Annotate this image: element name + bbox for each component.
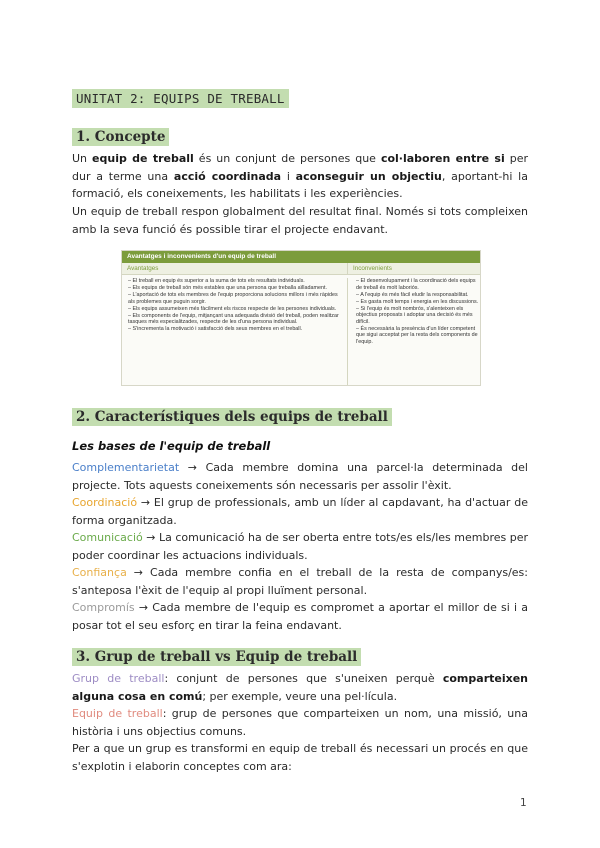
grup-definition: Grup de treball: conjunt de persones que s'uneixen perquè comparteixen alguna cosa en comú; per exemple, veure una pel·lícula. xyxy=(72,672,528,703)
disadvantages-column xyxy=(348,278,480,385)
section-1-title: 1. Concepte xyxy=(72,128,169,146)
section-1-paragraph-2: Un equip de treball respon globalment del resultat final. Només si tots compleixen amb la seva funció és possible tirar el projecte endavant. xyxy=(72,205,528,236)
term-coordinacio: Coordinació xyxy=(72,496,138,509)
term-equip-de-treball: Equip de treball xyxy=(72,707,163,720)
advantage-item: – Els equips assumeixen més fàcilment els riscos respecte de les persones individuals. xyxy=(128,305,337,312)
unit-title: UNITAT 2: EQUIPS DE TREBALL xyxy=(72,89,289,108)
advantages-table-figure xyxy=(121,250,481,386)
advantages-column xyxy=(122,278,348,385)
advantages-header: Avantatges xyxy=(122,263,348,274)
table-title: Avantatges i inconvenients d'un equip de treball xyxy=(122,251,480,263)
advantage-item: – L'aportació de tots els membres de l'equip proporciona solucions millors i més ràpides als problemes que puguin sorgir. xyxy=(128,292,338,305)
advantage-item: – El treball en equip és superior a la suma de tots els resultats individuals. xyxy=(128,278,305,284)
term-grup-de-treball: Grup de treball xyxy=(72,672,165,685)
disadvantage-item: – Si l'equip és molt nombrós, s'alenteixen els objectius proposats i adoptar una decisió és més difícil. xyxy=(356,305,473,325)
section-1-paragraph-1: Un equip de treball és un conjunt de persones que col·laboren entre si per dur a terme una acció coordinada i aconseguir un objectiu, aportant-hi la formació, els coneixements, les habilitats i les experiències. xyxy=(72,152,528,200)
term-comunicacio: Comunicació xyxy=(72,531,143,544)
section-2-subheading: Les bases de l'equip de treball xyxy=(72,439,271,453)
disadvantage-item: – Es gasta molt temps i energia en les discussions. xyxy=(356,298,479,305)
term-compromis: Compromís xyxy=(72,601,135,614)
section-3-paragraph: Per a que un grup es transformi en equip de treball és necessari un procés en que s'explotin i elaborin conceptes com ara: xyxy=(72,742,528,773)
term-confianca: Confiança xyxy=(72,566,127,579)
base-coordinacio: Coordinació → El grup de professionals, amb un líder al capdavant, ha d'actuar de forma organitzada. xyxy=(72,496,528,527)
page-number: 1 xyxy=(520,797,527,809)
base-compromis: Compromís → Cada membre de l'equip es compromet a aportar el millor de si i a posar tot el seu esforç en tirar la feina endavant. xyxy=(72,601,528,632)
advantage-item: – S'incrementa la motivació i satisfacció dels seus membres en el treball. xyxy=(128,326,303,332)
base-confianca: Confiança → Cada membre confia en el treball de la resta de companys/es: s'anteposa l'èxit de l'equip al propi lluïment personal. xyxy=(72,566,528,597)
disadvantage-item: – El desenvolupament i la coordinació dels equips de treball és molt laboriós. xyxy=(356,278,476,291)
base-complementarietat: Complementarietat → Cada membre domina una parcel·la determinada del projecte. Tots aquests coneixements són necessaris per assolir l'èxit. xyxy=(72,461,528,492)
term-complementarietat: Complementarietat xyxy=(72,461,180,474)
equip-definition: Equip de treball: grup de persones que comparteixen un nom, una missió, una història i uns objectius comuns. xyxy=(72,707,528,738)
disadvantage-item: – És necessària la presència d'un líder competent que sigui acceptat per la resta dels components de l'equip. xyxy=(356,325,478,345)
section-3-title: 3. Grup de treball vs Equip de treball xyxy=(72,648,361,666)
section-2-title: 2. Característiques dels equips de treball xyxy=(72,408,392,426)
advantage-item: – Els components de l'equip, mitjançant una adequada divisió del treball, poden realitzar tasques més especialitzades, respecte de les d'una persona individual. xyxy=(128,312,339,325)
disadvantage-item: – A l'equip és més fàcil eludir la responsabilitat. xyxy=(356,291,469,298)
advantage-item: – Els equips de treball són més estables que una persona que treballa aïlladament. xyxy=(128,285,327,291)
disadvantages-header: Inconvenients xyxy=(353,265,392,272)
base-comunicacio: Comunicació → La comunicació ha de ser oberta entre tots/es els/les membres per poder coordinar les actuacions individuals. xyxy=(72,531,528,562)
table-header-row xyxy=(122,263,480,275)
